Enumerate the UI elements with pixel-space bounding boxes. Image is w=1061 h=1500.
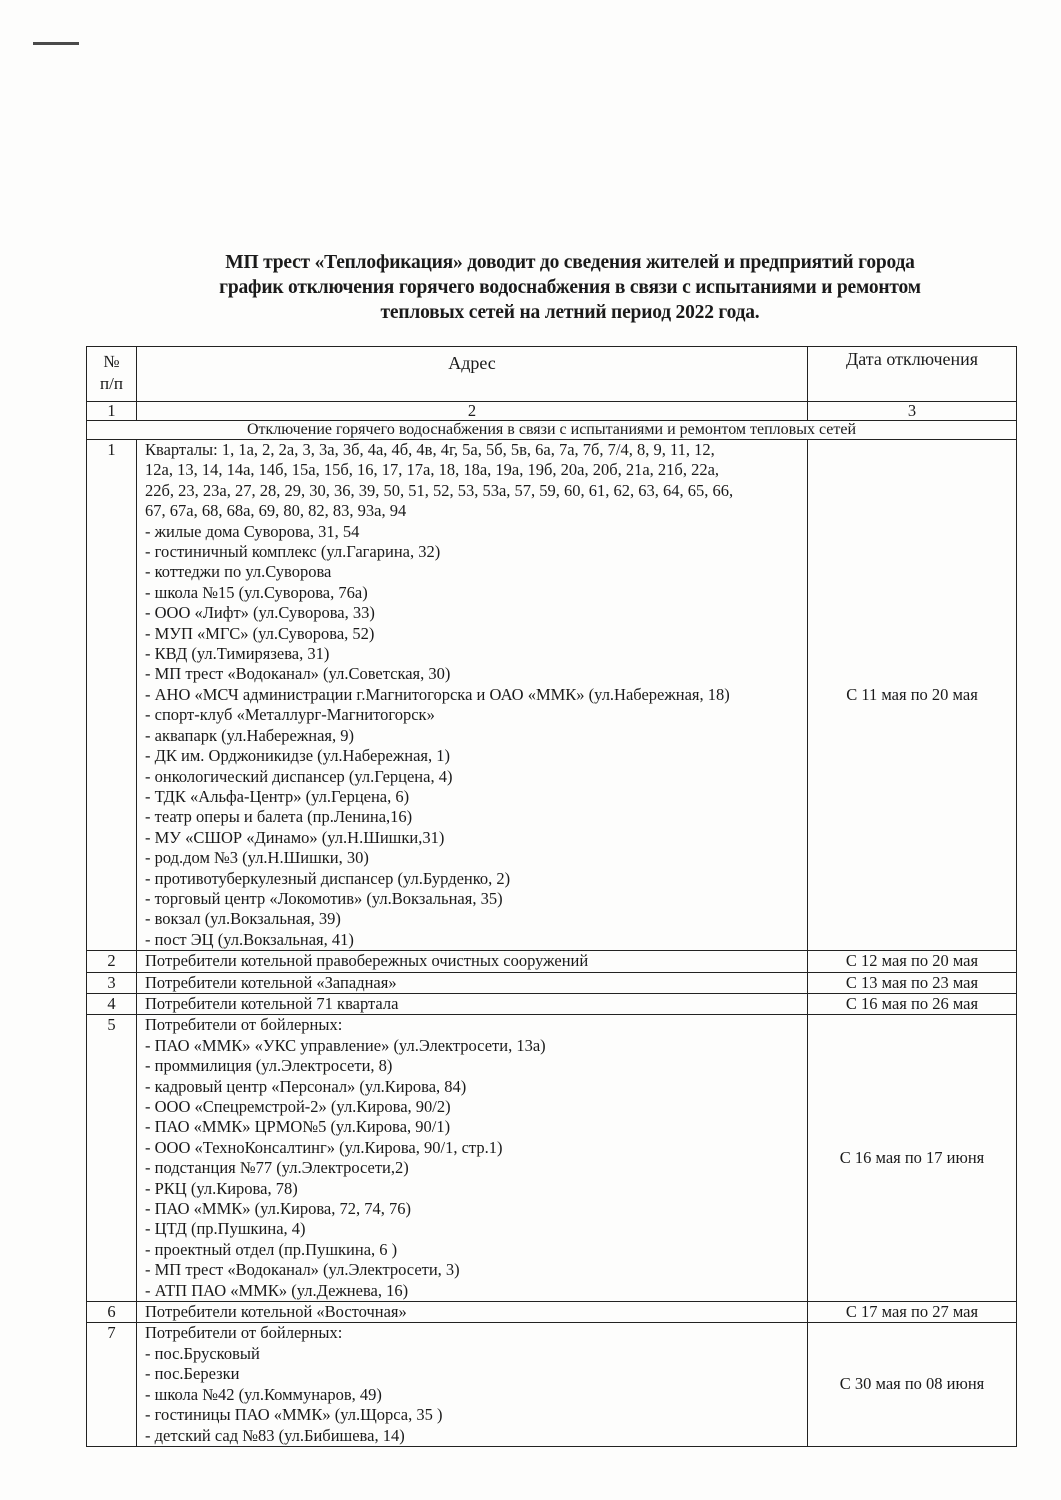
address-line: 22б, 23, 23а, 27, 28, 29, 30, 36, 39, 50, 51, 52, 53, 53а, 57, 59, 60, 61, 62, 63, 64, 65, 66, [145,480,734,500]
address-line: - вокзал (ул.Вокзальная, 39) [145,909,341,929]
address-line: Кварталы: 1, 1а, 2, 2а, 3, 3а, 3б, 4а, 4б, 4в, 4г, 5а, 5б, 5в, 6а, 7а, 7б, 7/4, 8, 9, 11, 12, [145,440,715,459]
document-title [150,250,990,325]
address-line: - АТП ПАО «ММК» (ул.Дежнева, 16) [145,1280,409,1300]
title-line-3: тепловых сетей на летний период 2022 года. [380,302,760,323]
address-line: - кадровый центр «Персонал» (ул.Кирова, 84) [145,1076,467,1096]
address-line: Потребители котельной 71 квартала [145,993,399,1013]
address-line: - ПАО «ММК» (ул.Кирова, 72, 74, 76) [145,1199,411,1219]
address-line: - пост ЭЦ (ул.Вокзальная, 41) [145,929,354,949]
address-line: - ООО «ТехноКонсалтинг» (ул.Кирова, 90/1, стр.1) [145,1137,503,1157]
address-line: Потребители от бойлерных: [145,1015,343,1035]
table-row [87,951,1017,972]
row-number: 1 [87,440,137,951]
address-line: - ПАО «ММК» ЦРМО№5 (ул.Кирова, 90/1) [145,1117,451,1137]
address-line: - спорт-клуб «Металлург-Магнитогорск» [145,705,435,725]
table-row [87,1323,1017,1446]
address-line: - ЦТД (пр.Пушкина, 4) [145,1219,306,1239]
header-date: Дата отключения [808,347,1017,402]
address-line: - коттеджи по ул.Суворова [145,562,332,582]
row-number: 2 [87,951,137,972]
address-line: - детский сад №83 (ул.Бибишева, 14) [145,1425,405,1445]
address-line: - МП трест «Водоканал» (ул.Электросети, 3) [145,1260,460,1280]
address-line: - пос.Березки [145,1364,240,1384]
column-number-row [87,402,1017,421]
row-address [137,1323,808,1446]
address-line: - МУ «СШОР «Динамо» (ул.Н.Шишки,31) [145,827,445,847]
address-line: 67, 67а, 68, 68а, 69, 80, 82, 83, 93а, 94 [145,501,407,521]
address-line: - проммилиция (ул.Электросети, 8) [145,1056,393,1076]
row-address [137,951,808,972]
column-number-2: 2 [137,402,808,421]
address-line: - жилые дома Суворова, 31, 54 [145,521,360,541]
header-number: № п/п [87,347,137,402]
row-shutdown-date: С 16 мая по 26 мая [808,993,1017,1014]
table-row [87,440,1017,951]
section-title-row [87,421,1017,440]
address-line: - противотуберкулезный диспансер (ул.Бурденко, 2) [145,868,511,888]
address-line: - МУП «МГС» (ул.Суворова, 52) [145,623,375,643]
address-line: - пос.Брусковый [145,1343,260,1363]
address-line: - ООО «Лифт» (ул.Суворова, 33) [145,603,375,623]
address-line: - ТДК «Альфа-Центр» (ул.Герцена, 6) [145,786,410,806]
row-shutdown-date: С 12 мая по 20 мая [808,951,1017,972]
address-line: - гостиницы ПАО «ММК» (ул.Щорса, 35 ) [145,1405,443,1425]
row-shutdown-date: С 11 мая по 20 мая [808,440,1017,951]
address-line: - МП трест «Водоканал» (ул.Советская, 30) [145,664,451,684]
row-address [137,972,808,993]
section-title: Отключение горячего водоснабжения в связи с испытаниями и ремонтом тепловых сетей [87,421,1017,440]
row-shutdown-date: С 17 мая по 27 мая [808,1302,1017,1323]
address-line: - АНО «МСЧ администрации г.Магнитогорска и ОАО «ММК» (ул.Набережная, 18) [145,684,730,704]
address-line: - ПАО «ММК» «УКС управление» (ул.Электросети, 13а) [145,1035,546,1055]
table-row [87,1302,1017,1323]
row-address [137,1302,808,1323]
row-number: 6 [87,1302,137,1323]
address-line: Потребители котельной «Восточная» [145,1302,407,1322]
address-line: - проектный отдел (пр.Пушкина, 6 ) [145,1239,398,1259]
row-shutdown-date: С 16 мая по 17 июня [808,1015,1017,1302]
address-line: - школа №15 (ул.Суворова, 76а) [145,582,368,602]
row-number: 3 [87,972,137,993]
address-line: - театр оперы и балета (пр.Ленина,16) [145,807,413,827]
title-line-2: график отключения горячего водоснабжения в связи с испытаниями и ремонтом [219,277,921,298]
address-line: Потребители котельной правобережных очистных сооружений [145,951,589,971]
row-number: 5 [87,1015,137,1302]
table-row [87,993,1017,1014]
row-address [137,440,808,951]
scan-corner-mark [33,42,79,45]
row-address [137,1015,808,1302]
address-line: - торговый центр «Локомотив» (ул.Вокзальная, 35) [145,888,503,908]
header-address: Адрес [137,347,808,402]
address-line: - подстанция №77 (ул.Электросети,2) [145,1158,409,1178]
header-row [87,347,1017,402]
address-line: 12а, 13, 14, 14а, 14б, 15а, 15б, 16, 17, 17а, 18, 18а, 19а, 19б, 20а, 20б, 21а, 21б, 22а, [145,460,720,480]
row-number: 4 [87,993,137,1014]
title-line-1: МП трест «Теплофикация» доводит до сведения жителей и предприятий города [225,252,915,273]
address-line: Потребители котельной «Западная» [145,972,397,992]
row-shutdown-date: С 13 мая по 23 мая [808,972,1017,993]
address-line: - РКЦ (ул.Кирова, 78) [145,1178,298,1198]
row-shutdown-date: С 30 мая по 08 июня [808,1323,1017,1446]
address-line: - КВД (ул.Тимирязева, 31) [145,644,330,664]
address-line: - аквапарк (ул.Набережная, 9) [145,725,355,745]
address-line: - гостиничный комплекс (ул.Гагарина, 32) [145,542,441,562]
address-line: - школа №42 (ул.Коммунаров, 49) [145,1384,382,1404]
row-number: 7 [87,1323,137,1446]
row-address [137,993,808,1014]
shutdown-schedule-table [86,346,1017,1447]
address-line: Потребители от бойлерных: [145,1323,343,1343]
table-row [87,972,1017,993]
address-line: - ДК им. Орджоникидзе (ул.Набережная, 1) [145,746,451,766]
address-line: - ООО «Спецремстрой-2» (ул.Кирова, 90/2) [145,1097,451,1116]
address-line: - род.дом №3 (ул.Н.Шишки, 30) [145,848,369,868]
address-line: - онкологический диспансер (ул.Герцена, 4) [145,766,453,786]
table-row [87,1015,1017,1302]
column-number-1: 1 [87,402,137,421]
column-number-3: 3 [808,402,1017,421]
